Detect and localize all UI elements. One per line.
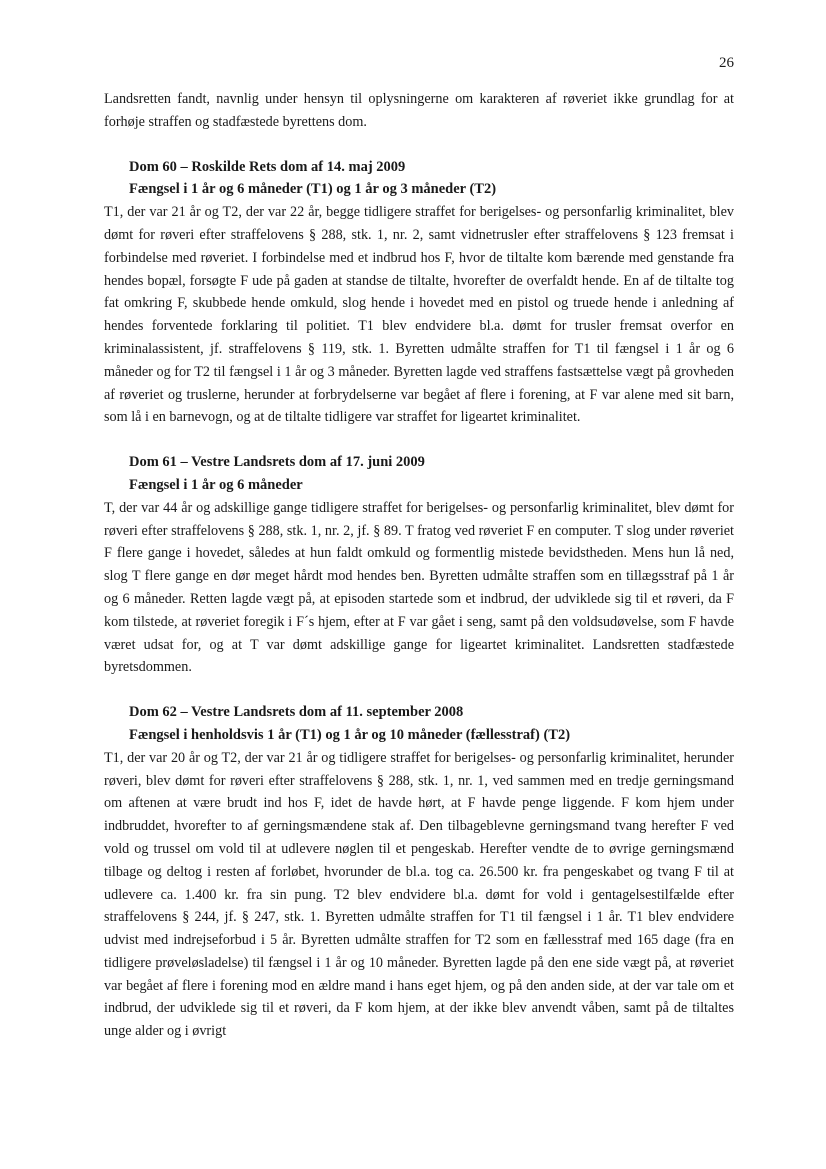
section-heading: Dom 60 – Roskilde Rets dom af 14. maj 2009 xyxy=(129,158,406,175)
section-dom-60 xyxy=(104,156,734,430)
intro-paragraph: Landsretten fandt, navnlig under hensyn til oplysningerne om karakteren af røveriet ikke grundlag for at forhøje straffen og stadfæstede byrettens dom. xyxy=(104,91,734,130)
section-text: T1, der var 21 år og T2, der var 22 år, begge tidligere straffet for berigelses- og personfarlig kriminalitet, blev dømt for røveri efter straffelovens § 288, stk. 1, nr. 2, samt vidnetrusler efter straffelovens § 123 fremsat i forbindelse med røveriet. I forbindelse med et indbrud hos F, hvor de tiltalte kom bærende med genstande fra hendes bopæl, forsøgte F ude på gaden at standse de tiltalte, hvorefter de overfaldt hende. En af de tiltalte tog fat omkring F, skubbede hende omkuld, slog hende i hovedet med en pistol og truede hende i anledning af hendes forventede forklaring til politiet. T1 blev endvidere bl.a. dømt for trusler fremsat overfor en kriminalassistent, jf. straffelovens § 119, stk. 1. Byretten udmålte straffen for T1 til fængsel i 1 år og 6 måneder og for T2 til fængsel i 1 år og 3 måneder. Byretten lagde ved straffens fastsættelse vægt på grovheden af røveriet og truslerne, herunder at forbrydelserne var begået af flere i forening, at F var alene med sit barn, som lå i en barnevogn, og at de tiltalte tidligere var straffet for ligeartet kriminalitet. xyxy=(104,204,734,426)
page-number: 26 xyxy=(719,55,734,71)
document-body xyxy=(104,88,734,1043)
section-dom-61 xyxy=(104,451,734,679)
section-heading: Dom 62 – Vestre Landsrets dom af 11. september 2008 xyxy=(129,704,464,721)
section-subheading: Fængsel i 1 år og 6 måneder xyxy=(129,476,303,493)
section-heading: Dom 61 – Vestre Landsrets dom af 17. juni 2009 xyxy=(129,454,425,471)
section-subheading: Fængsel i henholdsvis 1 år (T1) og 1 år og 10 måneder (fællesstraf) (T2) xyxy=(129,726,571,743)
section-text: T1, der var 20 år og T2, der var 21 år og tidligere straffet for berigelses- og personfarlig kriminalitet, herunder røveri, blev dømt for røveri efter straffelovens § 288, stk. 1, nr. 1, ved sammen med en tredje gerningsmand om aftenen at være brudt ind hos F, idet de havde hørt, at F havde penge liggende. F kom hjem under indbruddet, hvorefter to af gerningsmændene stak af. Den tilbageblevne gerningsmand tvang herefter F ved vold og trussel om vold til at udlevere nøglen til et pengeskab. Herefter vendte de to øvrige gerningsmænd tilbage og deltog i resten af forløbet, hvorunder de bl.a. tog ca. 26.500 kr. fra pengeskabet og tvang F til at udlevere ca. 1.400 kr. fra sin pung. T2 blev endvidere bl.a. dømt for vold i gentagelsestilfælde efter straffelovens § 244, jf. § 247, stk. 1. Byretten udmålte straffen for T1 til fængsel i 1 år. T1 blev endvidere udvist med indrejseforbud i 5 år. Byretten udmålte straffen for T2 som en fællesstraf med 165 dage (fra en tidligere prøveløsladelse) til fængsel i 1 år og 10 måneder. Byretten lagde på den ene side vægt på, at røveriet var begået af flere i forening mod en ældre mand i hans eget hjem, og på den anden side, at der var tale om et indbrud, der udviklede sig til et røveri, da F kom hjem, at der ikke blev anvendt våben, samt på de tiltaltes unge alder og i øvrigt xyxy=(104,749,734,1040)
section-dom-62 xyxy=(104,701,734,1043)
section-text: T, der var 44 år og adskillige gange tidligere straffet for berigelses- og personfarlig kriminalitet, blev dømt for røveri efter straffelovens § 288, stk. 1, nr. 2, jf. § 89. T fratog ved røveriet F en computer. T slog under røveriet F flere gange i hovedet, således at hun faldt omkuld og formentlig mistede bevidstheden. Mens hun lå ned, slog T flere gange en dør meget hårdt mod hendes ben. Byretten udmålte straffen som en tillægsstraf på 1 år og 6 måneder. Retten lagde vægt på, at episoden startede som et indbrud, der udviklede sig til et røveri, da F kom tilstede, at røveriet foregik i F´s hjem, efter at F var gået i seng, samt på den voldsudøvelse, som F havde været udsat for, og at T var dømt adskillige gange for ligeartet kriminalitet. Landsretten stadfæstede byretsdommen. xyxy=(104,499,734,676)
section-subheading: Fængsel i 1 år og 6 måneder (T1) og 1 år og 3 måneder (T2) xyxy=(129,181,497,198)
